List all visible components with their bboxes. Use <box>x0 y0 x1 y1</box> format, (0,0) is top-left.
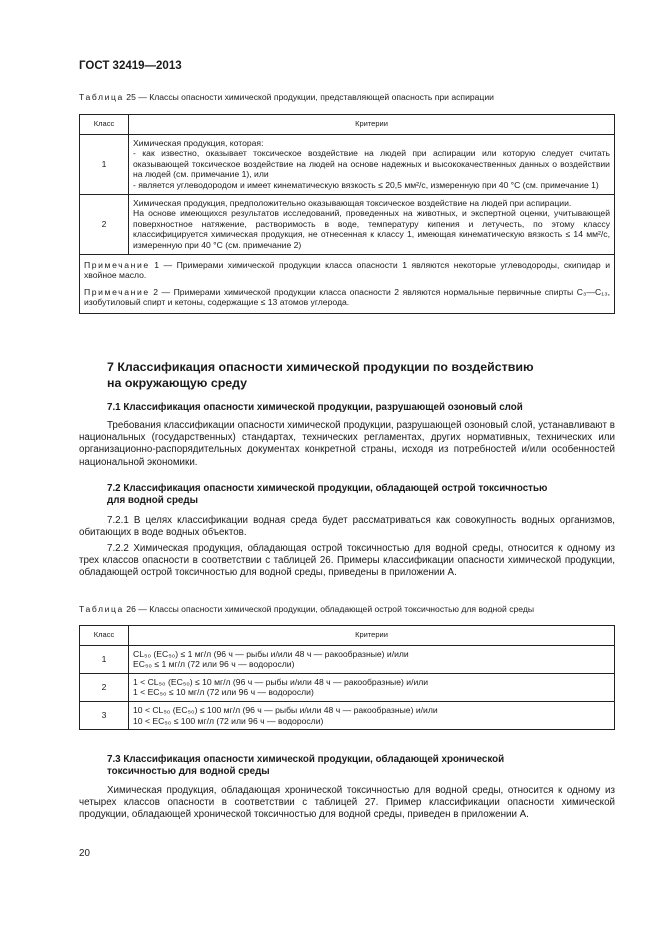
paragraph: Химическая продукция, обладающая хронической токсичностью для водной среды, относится к одному из четырех классов опасности в соответствии с таблицей 27. Пример классификации опасности химической продукции, обладающей хронической токсичностью для водной среды, приведен в приложении А. <box>79 785 615 821</box>
caption-prefix: Таблица <box>79 92 124 102</box>
col-class-header: Класс <box>80 115 129 135</box>
col-criteria-header: Критерии <box>129 115 615 135</box>
subsection-title: 7.1 Классификация опасности химической продукции, разрушающей озоновый слой <box>107 402 523 413</box>
subsection-7-1-body <box>79 420 615 469</box>
note-label: Примечание <box>84 286 150 297</box>
criteria-cell <box>129 194 615 254</box>
criteria-cell <box>129 673 615 701</box>
table-row <box>80 701 615 729</box>
criteria-cell <box>129 701 615 729</box>
criteria-line: 10 < EC₅₀ ≤ 100 мг/л (72 или 96 ч — водоросли) <box>133 715 324 726</box>
note-label: Примечание <box>84 259 150 270</box>
section-7-heading <box>79 360 615 391</box>
table-row <box>80 645 615 673</box>
table-note-1 <box>84 260 610 281</box>
class-cell: 1 <box>80 645 129 673</box>
subsection-7-2-2-body <box>79 543 615 580</box>
subsection-title-line: токсичностью для водной среды <box>107 766 270 777</box>
paragraph: Требования классификации опасности химической продукции, разрушающей озоновый слой, устанавливают в национальных (государственных) стандартах, технических регламентах, других нормативных, технических или организационно-распорядительных документах конкретной страны, исходя из потребностей и/или особенностей национальной экономики. <box>79 420 615 468</box>
criteria-cell <box>129 645 615 673</box>
subsection-title-line: для водной среды <box>107 495 198 506</box>
subsection-title-line: 7.3 Классификация опасности химической продукции, обладающей хронической <box>107 754 505 765</box>
table-note-2 <box>84 287 610 308</box>
note-text: 2 — Примерами химической продукции класса опасности 2 являются нормальные первичные спирты C₃—C₁₃, изобутиловый спирт и кетоны, содержащие ≤ 13 атомов углерода. <box>84 286 610 308</box>
criteria-line: CL₅₀ (EC₅₀) ≤ 1 мг/л (96 ч — рыбы и/или 48 ч — ракообразные) и/или <box>133 648 409 659</box>
table-25-caption <box>79 92 615 102</box>
section-title-line: на окружающую среду <box>107 375 248 390</box>
subsection-7-2-heading <box>79 483 615 507</box>
table-26-caption <box>79 604 615 614</box>
subsection-7-1-heading <box>79 402 615 414</box>
criteria-line: 10 < CL₅₀ (EC₅₀) ≤ 100 мг/л (96 ч — рыбы и/или 48 ч — ракообразные) и/или <box>133 704 438 715</box>
col-class-header: Класс <box>80 626 129 646</box>
table-25 <box>79 114 615 314</box>
criteria-line: - как известно, оказывает токсическое воздействие на людей при аспирации или которую следует считать оказывающей токсическое воздействие на людей на основе надежных и высококачественных данных о воздействии на людей (см. примечание 1), или <box>133 148 610 180</box>
class-cell: 1 <box>80 134 129 194</box>
note-text: 1 — Примерами химической продукции класса опасности 1 являются некоторые углеводороды, скипидар и хвойное масло. <box>84 259 610 281</box>
caption-text: 26 — Классы опасности химической продукции, обладающей острой токсичностью для водной среды <box>123 604 535 614</box>
table-notes-row <box>80 254 615 313</box>
criteria-line: Химическая продукция, которая: <box>133 137 264 148</box>
col-criteria-header: Критерии <box>129 626 615 646</box>
criteria-line: 1 < CL₅₀ (EC₅₀) ≤ 10 мг/л (96 ч — рыбы и/или 48 ч — ракообразные) и/или <box>133 676 429 687</box>
document-header: ГОСТ 32419—2013 <box>79 60 182 72</box>
criteria-line: На основе имеющихся результатов исследований, проведенных на животных, и экспертной оценки, учитывающей поверхностное натяжение, растворимость в воде, температуру кипения и летучесть, по этому классу классифицируется химическая продукция, не отнесенная к классу 1, имеющая кинематическую вязкость ≤ 14 мм²/с, измеренную при 40 °С (см. примечание 2) <box>133 208 610 250</box>
criteria-cell <box>129 134 615 194</box>
subsection-7-3-body <box>79 785 615 822</box>
page-number: 20 <box>79 848 90 859</box>
table-notes-cell <box>80 254 615 313</box>
paragraph: 7.2.1 В целях классификации водная среда будет рассматриваться как совокупность водных организмов, обитающих в воде водных объектов. <box>79 515 615 539</box>
table-row <box>80 134 615 194</box>
paragraph: 7.2.2 Химическая продукция, обладающая острой токсичностью для водной среды, относится к одному из трех классов опасности в соответствии с таблицей 26. Примеры классификации опасности химической продукции, обладающей острой токсичностью для водной среды, приведены в приложении А. <box>79 543 615 579</box>
table-26 <box>79 625 615 730</box>
class-cell: 2 <box>80 194 129 254</box>
subsection-7-3-heading <box>79 754 615 778</box>
criteria-line: EC₅₀ ≤ 1 мг/л (72 или 96 ч — водоросли) <box>133 659 295 670</box>
subsection-7-2-1-body <box>79 515 615 539</box>
caption-prefix: Таблица <box>79 604 124 614</box>
caption-text: 25 — Классы опасности химической продукции, представляющей опасность при аспирации <box>123 92 494 102</box>
criteria-line: Химическая продукция, предположительно оказывающая токсическое воздействие на людей при аспирации. <box>133 197 572 208</box>
criteria-line: - является углеводородом и имеет кинематическую вязкость ≤ 20,5 мм²/с, измеренную при 40 °С (см. примечание 1) <box>133 179 599 190</box>
table-header-row <box>80 626 615 646</box>
section-title-line: 7 Классификация опасности химической продукции по воздействию <box>107 360 534 374</box>
class-cell: 3 <box>80 701 129 729</box>
table-header-row <box>80 115 615 135</box>
class-cell: 2 <box>80 673 129 701</box>
table-row <box>80 194 615 254</box>
table-row <box>80 673 615 701</box>
subsection-title-line: 7.2 Классификация опасности химической продукции, обладающей острой токсичностью <box>107 483 548 494</box>
criteria-line: 1 < EC₅₀ ≤ 10 мг/л (72 или 96 ч — водоросли) <box>133 687 314 698</box>
